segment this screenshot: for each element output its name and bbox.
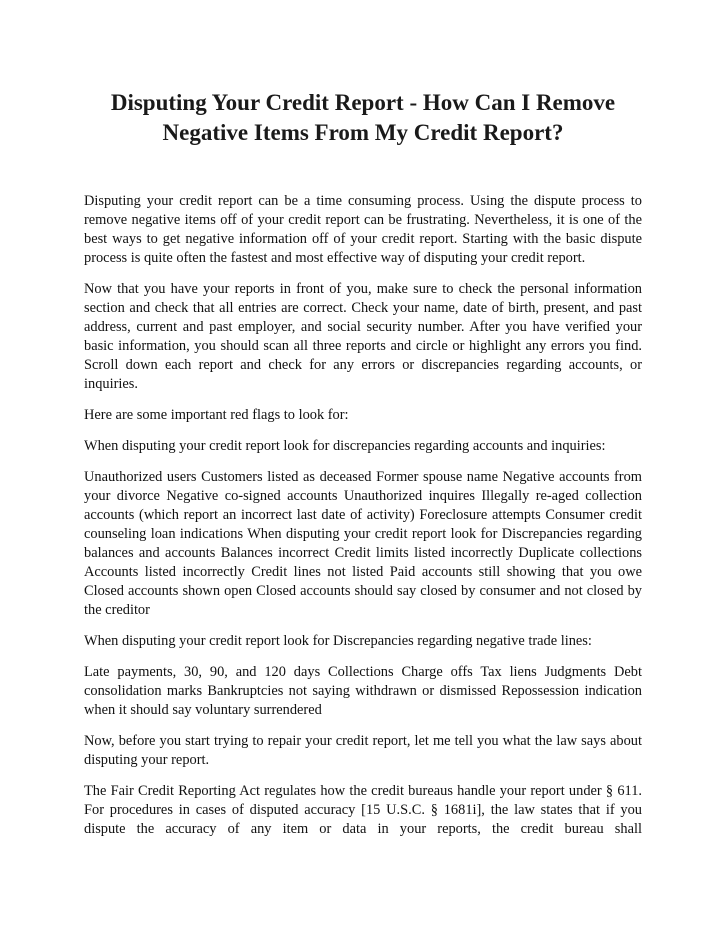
document-page (84, 88, 642, 851)
paragraph-intro: Disputing your credit report can be a time consuming process. Using the dispute process to remove negative items off of your credit report can be frustrating. Nevertheless, it is one of the best ways to get negative information off of your credit report. Starting with the basic dispute process is quite often the fastest and most effective way of disputing your credit report. (84, 193, 642, 266)
paragraph-red-flags-intro: Here are some important red flags to look for: (84, 407, 349, 423)
paragraph-trade-lines-heading: When disputing your credit report look for Discrepancies regarding negative trade lines: (84, 633, 592, 649)
paragraph-check-reports: Now that you have your reports in front of you, make sure to check the personal information section and check that all entries are correct. Check your name, date of birth, present, and past address, current and past employer, and social security number. After you have verified your basic information, you should scan all three reports and circle or highlight any errors you find. Scroll down each report and check for any errors or discrepancies regarding accounts, or inquiries. (84, 281, 642, 392)
paragraph-accounts-list: Unauthorized users Customers listed as deceased Former spouse name Negative accounts from your divorce Negative co-signed accounts Unauthorized inquires Illegally re-aged collection accounts (which report an incorrect last date of activity) Foreclosure attempts Consumer credit counseling loan indications When disputing your credit report look for Discrepancies regarding balances and accounts Balances incorrect Credit limits listed incorrectly Duplicate collections Accounts listed incorrectly Credit lines not listed Paid accounts still showing that you owe Closed accounts shown open Closed accounts should say closed by consumer and not closed by the creditor (84, 469, 642, 618)
paragraph-trade-lines-list: Late payments, 30, 90, and 120 days Collections Charge offs Tax liens Judgments Debt consolidation marks Bankruptcies not saying withdrawn or dismissed Repossession indication when it should say voluntary surrendered (84, 664, 642, 718)
paragraph-law-intro: Now, before you start trying to repair your credit report, let me tell you what the law says about disputing your report. (84, 733, 642, 768)
document-title: Disputing Your Credit Report - How Can I Remove Negative Items From My Credit Report? (110, 90, 616, 145)
paragraph-accounts-inquiries-heading: When disputing your credit report look for discrepancies regarding accounts and inquiries: (84, 438, 606, 454)
paragraph-fcra: The Fair Credit Reporting Act regulates how the credit bureaus handle your report under § 611. For procedures in cases of disputed accuracy [15 U.S.C. § 1681i], the law states that if you dispute the accuracy of any item or data in your reports, the credit bureau shall (84, 783, 642, 837)
